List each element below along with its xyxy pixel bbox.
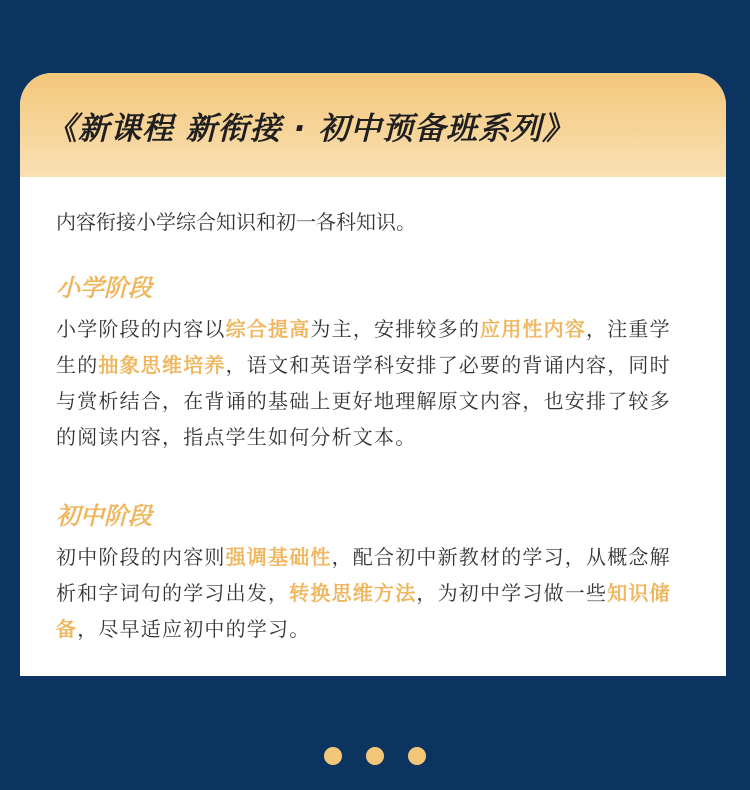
section-body-primary <box>56 311 690 455</box>
page-dot[interactable] <box>408 747 426 765</box>
pagination-dots <box>0 747 750 765</box>
segment: ，注重学生的 <box>56 317 671 377</box>
section-title-junior: 初中阶段 <box>56 502 152 530</box>
section-title-primary: 小学阶段 <box>56 274 152 302</box>
series-title: 《新课程 新衔接 · 初中预备班系列》 <box>46 110 575 147</box>
content-card <box>20 73 726 676</box>
segment: ，配合初中新教材的学习，从概念解析和字词句的学习出发， <box>56 545 671 605</box>
segment: 为主，安排较多的 <box>310 317 481 341</box>
card-body <box>20 207 726 647</box>
intro-text: 内容衔接小学综合知识和初一各科知识。 <box>56 210 416 234</box>
card-header <box>20 73 726 177</box>
segment: 小学阶段的内容以 <box>56 317 226 341</box>
page-dot[interactable] <box>366 747 384 765</box>
highlight-term: 综合提高 <box>225 317 311 341</box>
highlight-term: 知识储备 <box>56 581 671 641</box>
segment: 初中阶段的内容则 <box>56 545 226 569</box>
highlight-term: 抽象思维培养 <box>98 353 226 377</box>
highlight-term: 应用性内容 <box>480 317 587 341</box>
segment: ，尽早适应初中的学习。 <box>77 617 311 641</box>
segment: ，语文和英语学科安排了必要的背诵内容，同时与赏析结合，在背诵的基础上更好地理解原文内容，也安排了较多的阅读内容，指点学生如何分析文本。 <box>56 353 671 449</box>
segment: ，为初中学习做一些 <box>416 581 608 605</box>
section-body-junior <box>56 539 690 647</box>
page-dot[interactable] <box>324 747 342 765</box>
highlight-term: 转换思维方法 <box>289 581 417 605</box>
highlight-term: 强调基础性 <box>225 545 332 569</box>
